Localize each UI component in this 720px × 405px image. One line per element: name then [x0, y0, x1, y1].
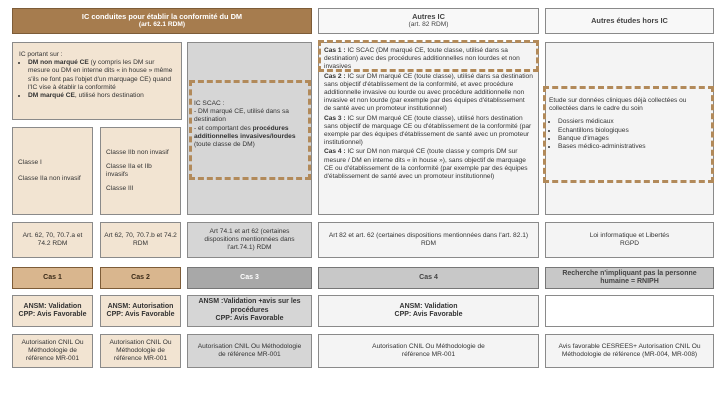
cas-4-label: Cas 4: [318, 267, 539, 289]
class-iia-iib-invasifs: Classe IIa et IIb invasifs: [106, 162, 152, 178]
autres-etudes-item: • Banque d'images: [558, 135, 709, 143]
header-col2: [318, 8, 539, 34]
article-1: Art. 62, 70, 70.7.a et 74.2 RDM: [12, 222, 93, 258]
autres-etudes-item: • Echantillons biologiques: [558, 127, 709, 135]
header-col2-sub: (art. 82 RDM): [408, 21, 449, 29]
autres-etudes-text: [549, 97, 709, 151]
ic-portant-bullet-1: • DM non marqué CE (y compris les DM sur mesure ou DM en interne dits « in house » même s'ils ne font pas l'objet d'un marquage CE) quand l'IC vise à établir la conformité: [28, 59, 175, 92]
header-col1-sub: (art. 62.1 RDM): [138, 21, 186, 29]
autres-ic-cas-3: Cas 3 : IC sur DM marqué CE (toute classe), utilisé hors destination sans objectif de marquage CE ou d'établissement de la conformité (par exemple par des équipes d'établissement de santé avec un promoteur institutionnel): [324, 114, 532, 147]
header-col2-title: Autres IC: [412, 11, 445, 21]
ic-scac-line-1: - DM marqué CE, utilisé dans sa destination: [194, 108, 289, 124]
cnil-3: Autorisation CNIL Ou Méthodologie de référence MR-001: [187, 334, 312, 368]
cas-2-label: Cas 2: [100, 267, 181, 289]
ic-portant-bullet-2: • DM marqué CE, utilisé hors destination: [28, 92, 175, 100]
autres-ic-dashed-frame: [318, 40, 539, 72]
ansm-5-empty: [545, 295, 714, 327]
article-5: [545, 222, 714, 258]
autres-etudes-item: • Bases médico-administratives: [558, 143, 709, 151]
ic-scac-line-2: - et comportant des procédures additionnelles invasives/lourdes (toute classe de DM): [194, 124, 296, 149]
ansm-2: ANSM: Autorisation CPP: Avis Favorable: [100, 295, 181, 327]
class-iia-non-invasif: Classe IIa non invasif: [18, 175, 81, 182]
ic-portant-intro: IC portant sur :: [19, 51, 63, 58]
article-5-line-2: RGPD: [619, 240, 640, 247]
ic-portant-box: [12, 42, 182, 120]
header-col3: [545, 8, 714, 34]
ic-scac-title: IC SCAC :: [194, 100, 225, 107]
cnil-2: Autorisation CNIL Ou Méthodologie de référence MR-001: [100, 334, 181, 368]
ansm-3: ANSM :Validation +avis sur les procédures CPP: Avis Favorable: [187, 295, 312, 327]
cnil-5: Avis favorable CESREES+ Autorisation CNIL Ou Méthodologie de référence (MR-004, MR-008): [545, 334, 714, 368]
autres-ic-cas-2: Cas 2 : IC sur DM marqué CE (toute classe), utilisé dans sa destination sans objectif d'établissement de la conformité, et avec procédure additionnelle invasive ou lourde ou avec procédure additionnelle non invasive et non lourde (par exemple par des équipes d'établissement de santé avec un promoteur institutionnel): [324, 72, 533, 113]
article-3: Art 74.1 et art 62 (certaines dispositions mentionnées dans l'art.74.1) RDM: [187, 222, 312, 258]
classes-right-box: [100, 127, 181, 215]
autres-ic-cas-4: Cas 4 : IC sur DM non marqué CE (toute classe y compris DM sur mesure / DM en interne dits « in house »), sans objectif de marquage CE ou d'établissement de la conformité (par exemple par des équipes d'établissement de santé avec un promoteur institutionnel): [324, 148, 528, 181]
cas-5-label: Recherche n'impliquant pas la personne humaine = RNIPH: [545, 267, 714, 289]
article-5-line-1: Loi informatique et Libertés: [589, 231, 670, 239]
cnil-4: Autorisation CNIL Ou Méthodologie de référence MR-001: [318, 334, 539, 368]
header-col1: [12, 8, 312, 34]
autres-etudes-item: • Dossiers médicaux: [558, 118, 709, 126]
header-col1-title: IC conduites pour établir la conformité du DM: [81, 11, 243, 21]
article-2: Art 62, 70, 70.7.b et 74.2 RDM: [100, 222, 181, 258]
header-col3-title: Autres études hors IC: [591, 15, 668, 25]
autres-etudes-intro: Etude sur données cliniques déjà collectées ou collectées dans le cadre du soin: [549, 97, 687, 113]
cas-1-label: Cas 1: [12, 267, 93, 289]
class-i: Classe I: [18, 158, 42, 166]
class-iib-non-invasif: Classe IIb non invasif: [106, 148, 169, 156]
cas-3-label: Cas 3: [187, 267, 312, 289]
ic-scac-text: [194, 100, 306, 149]
class-iii: Classe III: [106, 185, 134, 193]
article-4: Art 82 et art. 62 (certaines dispositions mentionnées dans l'art. 82.1) RDM: [318, 222, 539, 258]
classes-left-box: [12, 127, 93, 215]
autres-ic-cas-1: Cas 1 : IC SCAC (DM marqué CE, toute classe, utilisé dans sa destination) avec des procédures additionnelles non lourdes et non invasives: [324, 47, 520, 71]
cnil-1: Autorisation CNIL Ou Méthodologie de référence MR-001: [12, 334, 93, 368]
ansm-4: ANSM: Validation CPP: Avis Favorable: [318, 295, 539, 327]
ansm-1: ANSM: Validation CPP: Avis Favorable: [12, 295, 93, 327]
